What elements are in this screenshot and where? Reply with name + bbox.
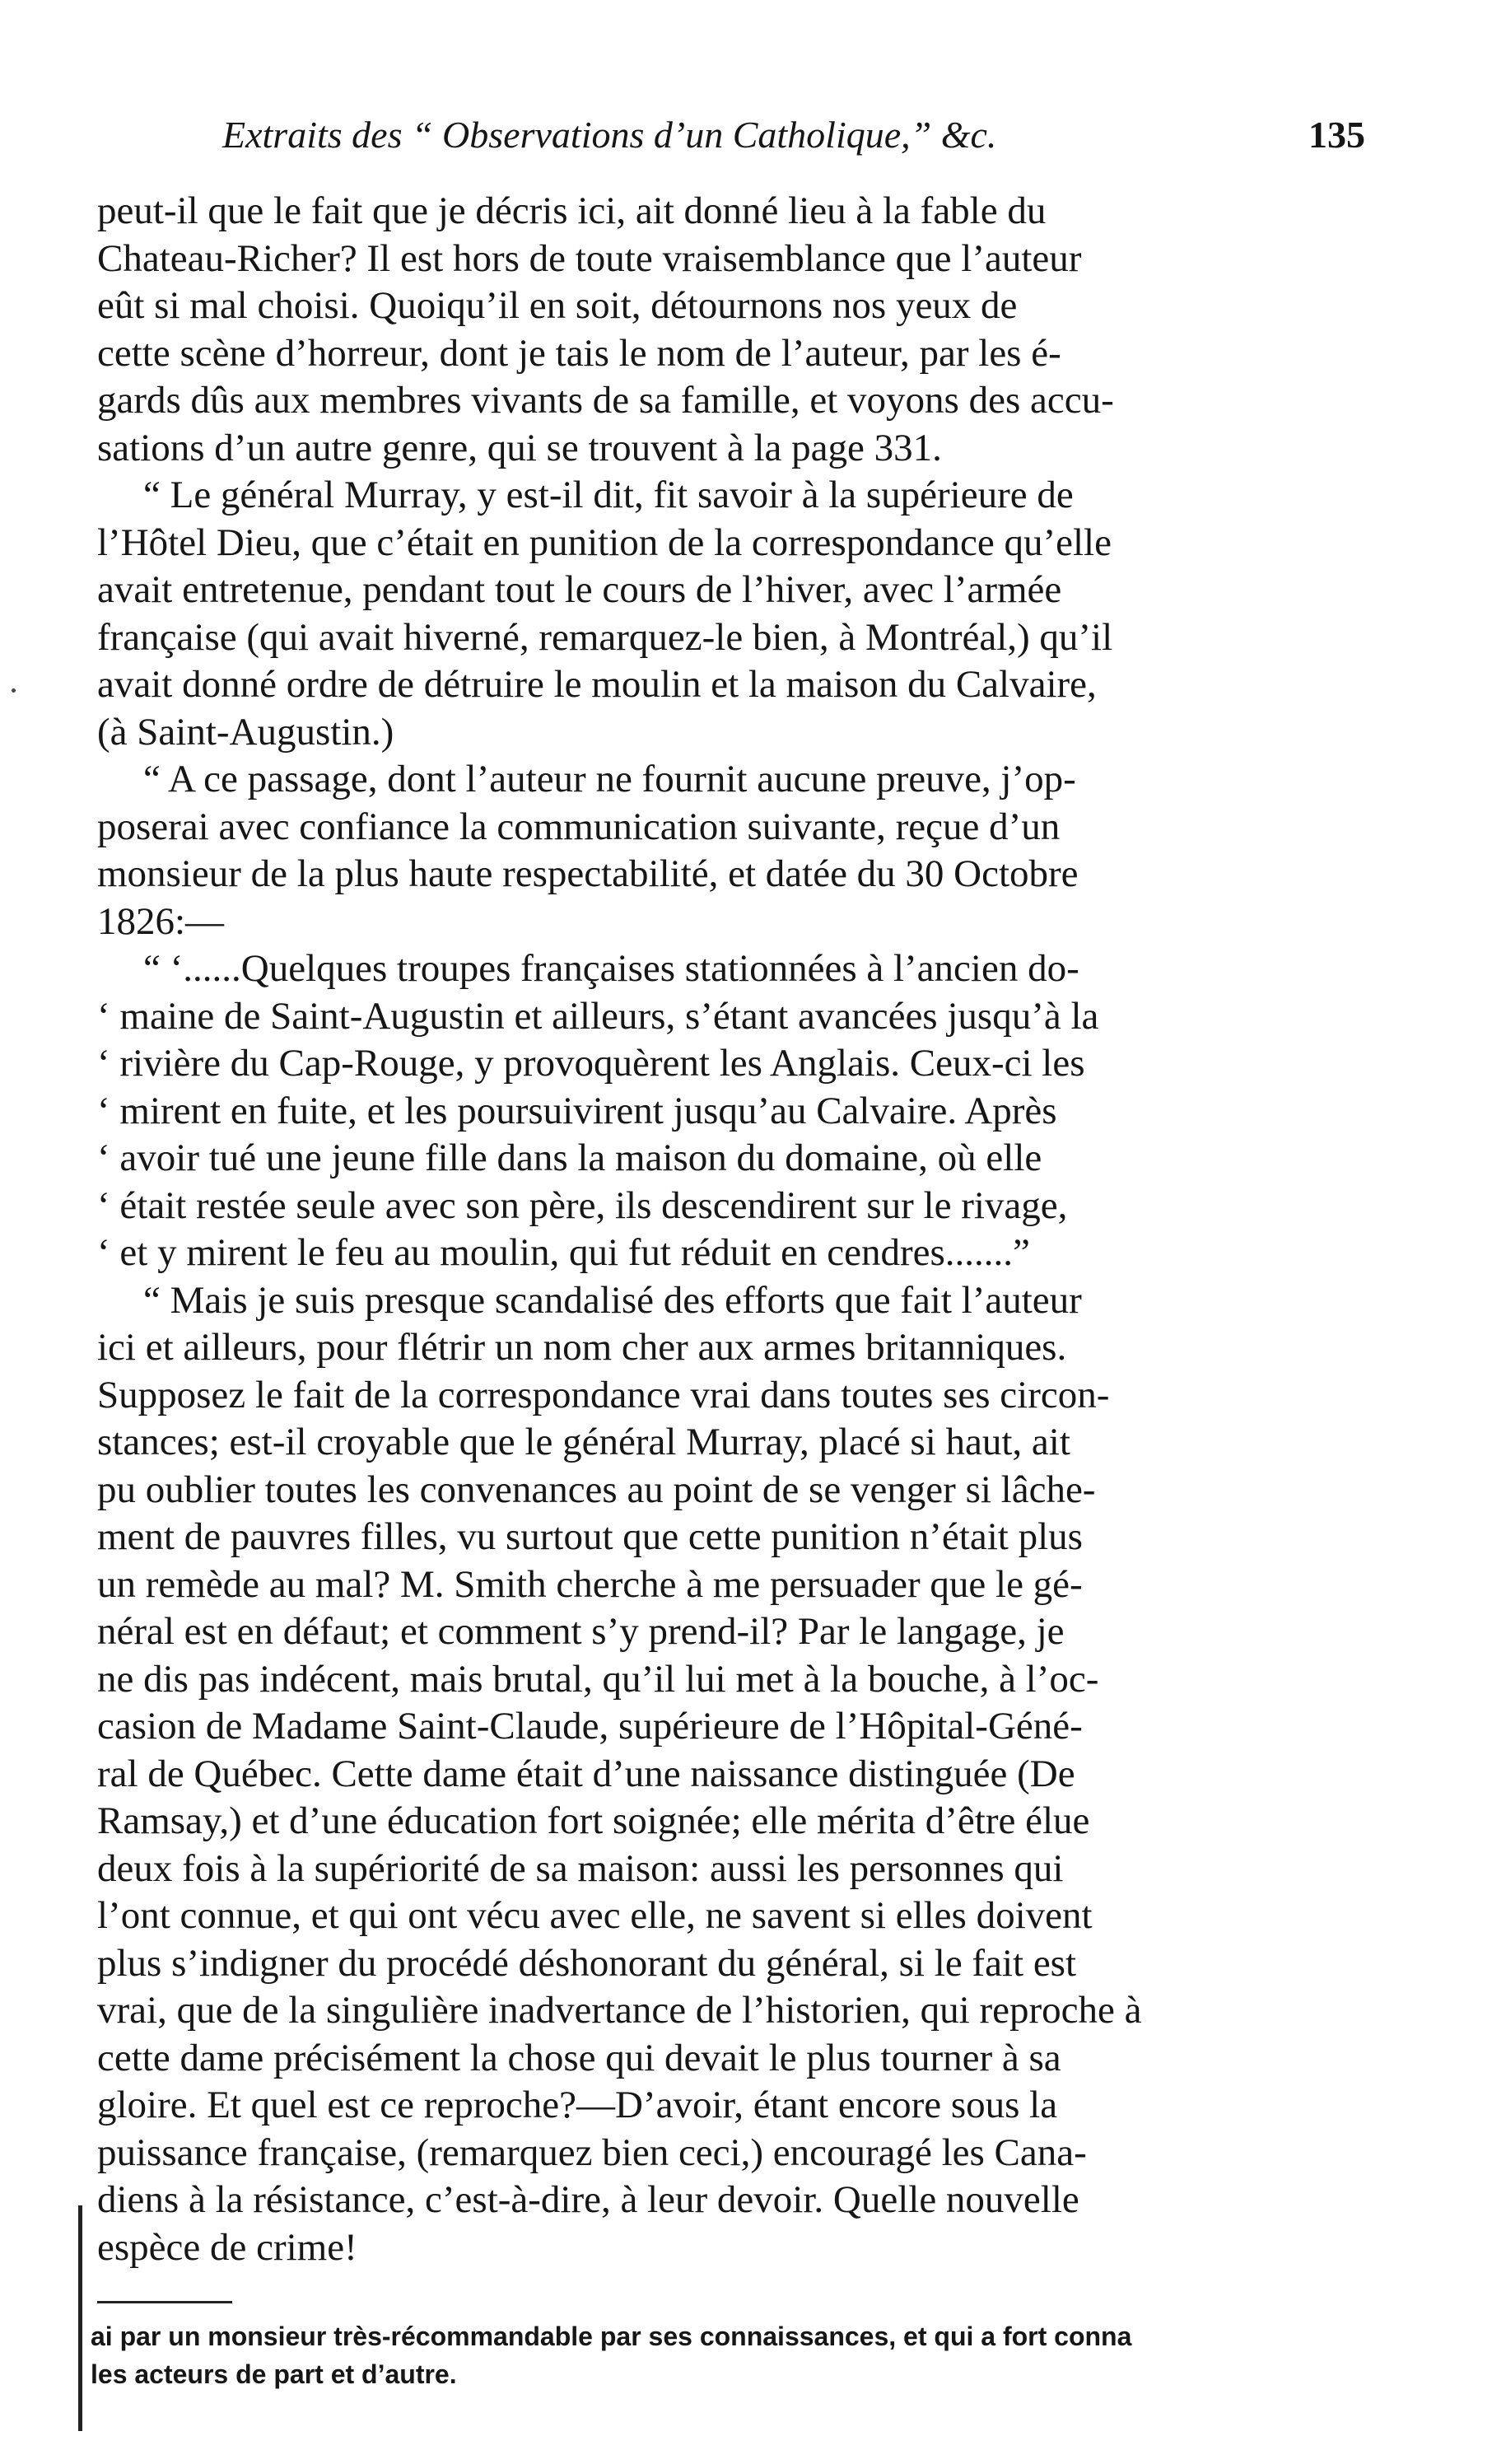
text-line: sations d’un autre genre, qui se trouvent à la page 331. xyxy=(97,426,942,469)
text-line: stances; est-il croyable que le général Murray, placé si haut, ait xyxy=(97,1421,1070,1463)
paragraph xyxy=(97,1277,1365,2272)
text-line: ‘ avoir tué une jeune fille dans la maison du domaine, où elle xyxy=(97,1136,1042,1179)
text-line: espèce de crime! xyxy=(97,2225,357,2269)
text-line: Chateau-Richer? Il est hors de toute vraisemblance que l’auteur xyxy=(97,236,1082,280)
text-line: diens à la résistance, c’est-à-dire, à leur devoir. Quelle nouvelle xyxy=(97,2178,1079,2221)
text-line: ral de Québec. Cette dame était d’une naissance distinguée (De xyxy=(97,1752,1075,1795)
text-line: Ramsay,) et d’une éducation fort soignée; elle mérita d’être élue xyxy=(97,1799,1090,1842)
text-line: ‘ rivière du Cap-Rouge, y provoquèrent les Anglais. Ceux-ci les xyxy=(97,1042,1085,1085)
text-line: cette scène d’horreur, dont je tais le nom de l’auteur, par les é- xyxy=(97,331,1061,375)
margin-mark xyxy=(12,688,16,693)
text-line: un remède au mal? M. Smith cherche à me persuader que le gé- xyxy=(97,1562,1083,1606)
text-line: casion de Madame Saint-Claude, supérieure de l’Hôpital-Géné- xyxy=(97,1705,1083,1748)
text-line: “ Mais je suis presque scandalisé des efforts que fait l’auteur xyxy=(143,1278,1082,1322)
text-line: (à Saint-Augustin.) xyxy=(97,710,394,754)
text-line: l’Hôtel Dieu, que c’était en punition de la correspondance qu’elle xyxy=(97,520,1112,564)
text-line: gloire. Et quel est ce reproche?—D’avoir, étant encore sous la xyxy=(97,2084,1058,2126)
text-line: ‘ était restée seule avec son père, ils descendirent sur le rivage, xyxy=(97,1183,1068,1227)
text-line: plus s’indigner du procédé déshonorant du général, si le fait est xyxy=(97,1941,1077,1985)
text-line: “ ‘......Quelques troupes françaises stationnées à l’ancien do- xyxy=(143,947,1079,990)
footnote-line: ai par un monsieur très-récommandable par ses connaissances, et qui a fort conna xyxy=(91,2322,1132,2351)
text-line: ici et ailleurs, pour flétrir un nom cher aux armes britanniques. xyxy=(97,1326,1067,1369)
text-line: vrai, que de la singulière inadvertance de l’historien, qui reproche à xyxy=(97,1989,1142,2032)
paragraph xyxy=(97,188,1365,472)
text-line: avait entretenue, pendant tout le cours de l’hiver, avec l’armée xyxy=(97,568,1062,611)
text-line: puissance française, (remarquez bien ceci,) encouragé les Cana- xyxy=(97,2130,1087,2174)
main-text xyxy=(97,188,1365,2271)
text-line: l’ont connue, et qui ont vécu avec elle, ne savent si elles doivent xyxy=(97,1894,1093,1937)
text-line: ‘ mirent en fuite, et les poursuivirent jusqu’au Calvaire. Après xyxy=(97,1089,1057,1132)
text-line: “ A ce passage, dont l’auteur ne fournit aucune preuve, j’op- xyxy=(143,758,1076,800)
margin-rule xyxy=(78,2205,82,2431)
text-line: peut-il que le fait que je décris ici, ait donné lieu à la fable du xyxy=(97,189,1047,232)
quotation xyxy=(97,945,1365,1277)
page-number: 135 xyxy=(1308,114,1365,156)
text-line: gards dûs aux membres vivants de sa famille, et voyons des accu- xyxy=(97,379,1114,422)
text-line: cette dame précisément la chose qui devait le plus tourner à sa xyxy=(97,2036,1061,2079)
text-line: 1826:— xyxy=(97,899,225,943)
paragraph xyxy=(97,756,1365,945)
text-line: ‘ maine de Saint-Augustin et ailleurs, s’étant avancées jusqu’à la xyxy=(97,994,1099,1038)
footnote xyxy=(91,2317,1365,2393)
paragraph xyxy=(97,472,1365,756)
page-header xyxy=(222,105,1365,165)
text-line: Supposez le fait de la correspondance vrai dans toutes ses circon- xyxy=(97,1373,1110,1416)
footnote-divider xyxy=(97,2301,232,2303)
text-line: française (qui avait hiverné, remarquez-le bien, à Montréal,) qu’il xyxy=(97,615,1113,659)
text-line: avait donné ordre de détruire le moulin et la maison du Calvaire, xyxy=(97,663,1097,706)
text-line: pu oublier toutes les convenances au point de se venger si lâche- xyxy=(97,1468,1096,1511)
text-line: eût si mal choisi. Quoiqu’il en soit, détournons nos yeux de xyxy=(97,284,1018,327)
text-line: deux fois à la supériorité de sa maison: aussi les personnes qui xyxy=(97,1846,1064,1890)
text-line: monsieur de la plus haute respectabilité, et datée du 30 Octobre xyxy=(97,852,1079,895)
footnote-line: les acteurs de part et d’autre. xyxy=(91,2359,457,2389)
text-line: ne dis pas indécent, mais brutal, qu’il lui met à la bouche, à l’oc- xyxy=(97,1657,1099,1701)
running-title: Extraits des “ Observations d’un Catholique,” &c. xyxy=(222,114,997,156)
text-line: ment de pauvres filles, vu surtout que cette punition n’était plus xyxy=(97,1515,1083,1558)
text-line: ‘ et y mirent le feu au moulin, qui fut réduit en cendres.......” xyxy=(97,1231,1030,1274)
text-line: “ Le général Murray, y est-il dit, fit savoir à la supérieure de xyxy=(143,474,1074,516)
text-line: néral est en défaut; et comment s’y prend-il? Par le langage, je xyxy=(97,1610,1065,1653)
text-line: poserai avec confiance la communication suivante, reçue d’un xyxy=(97,805,1061,848)
